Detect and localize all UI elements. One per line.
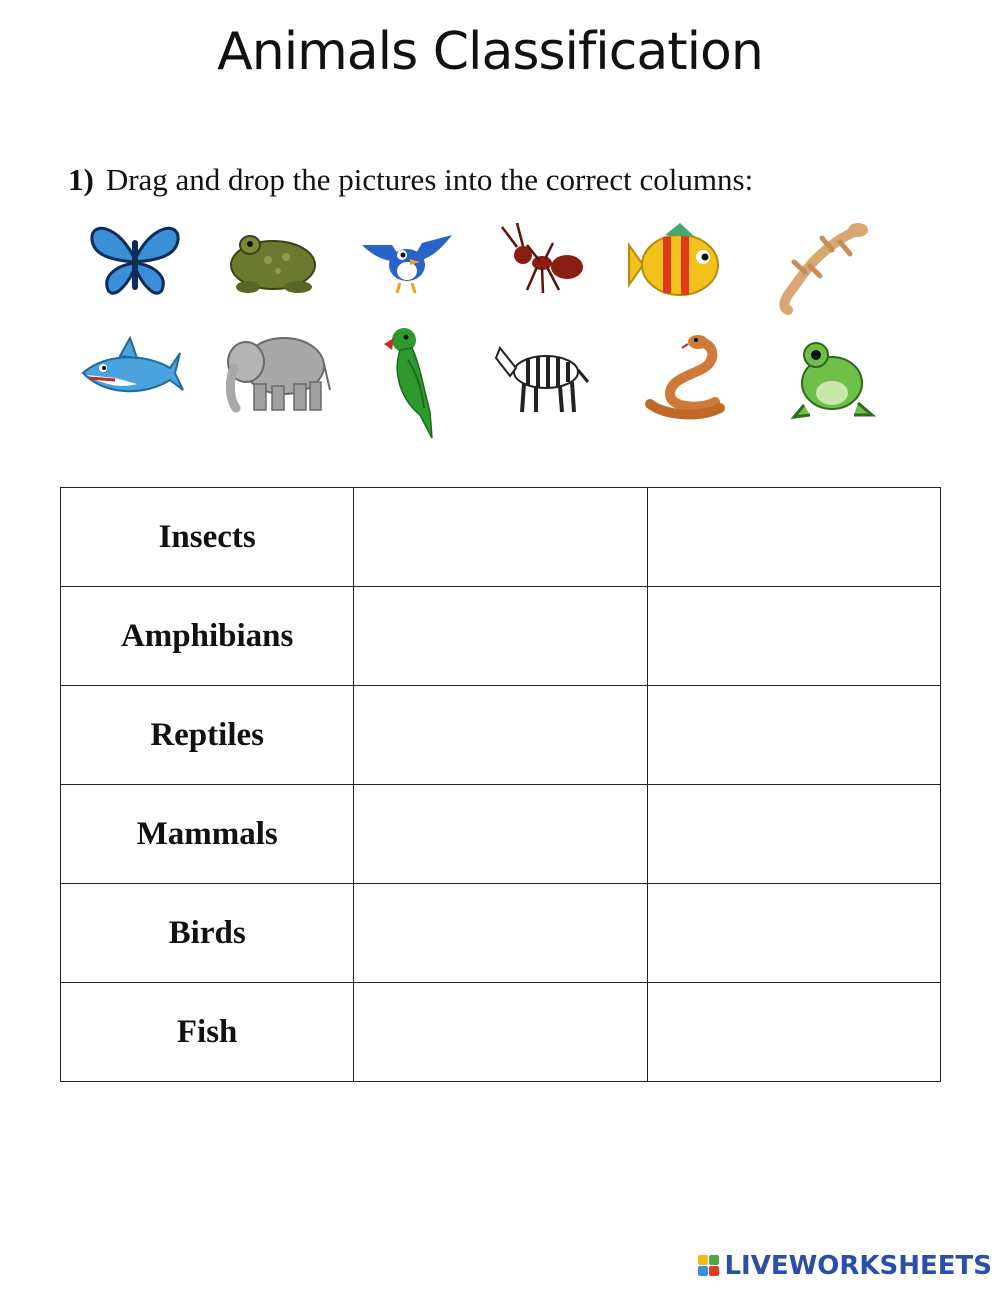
table-row (61, 686, 941, 785)
drop-zone[interactable] (647, 587, 940, 686)
instruction-number: 1) (68, 162, 94, 197)
logo-blocks-icon (698, 1255, 720, 1277)
brand-name: LIVEWORKSHEETS (724, 1251, 992, 1281)
ant-icon (487, 205, 597, 315)
toad-picture[interactable] (218, 205, 328, 315)
parrot-picture[interactable] (362, 320, 472, 442)
zebra-picture[interactable] (488, 320, 598, 430)
parrot-icon (362, 320, 472, 442)
elephant-picture[interactable] (222, 318, 332, 428)
shark-picture[interactable] (75, 318, 185, 428)
ant-picture[interactable] (487, 205, 597, 315)
butterfly-picture[interactable] (80, 205, 190, 315)
liveworksheets-logo (698, 1251, 992, 1281)
drop-zone[interactable] (354, 488, 647, 587)
table-row (61, 587, 941, 686)
butterfly-icon (80, 205, 190, 315)
category-label: Reptiles (61, 686, 354, 785)
category-label: Birds (61, 884, 354, 983)
drop-zone[interactable] (354, 884, 647, 983)
snake-icon (630, 322, 740, 432)
table-row (61, 488, 941, 587)
classification-table (60, 487, 941, 1082)
lizard-picture[interactable] (770, 210, 880, 320)
zebra-icon (488, 320, 598, 430)
drop-zone[interactable] (647, 686, 940, 785)
page-title: Animals Classification (217, 22, 763, 82)
drop-zone[interactable] (354, 785, 647, 884)
category-label: Amphibians (61, 587, 354, 686)
lizard-icon (770, 210, 880, 320)
table-row (61, 884, 941, 983)
instruction (68, 162, 753, 198)
bird-picture[interactable] (352, 205, 462, 315)
drop-zone[interactable] (647, 884, 940, 983)
snake-picture[interactable] (630, 322, 740, 432)
fish-icon (625, 205, 735, 315)
category-label: Fish (61, 983, 354, 1082)
shark-icon (75, 318, 185, 428)
bird-icon (352, 205, 462, 315)
drop-zone[interactable] (354, 587, 647, 686)
frog-icon (780, 325, 890, 435)
drop-zone[interactable] (354, 983, 647, 1082)
drop-zone[interactable] (647, 488, 940, 587)
table-row (61, 983, 941, 1082)
category-label: Insects (61, 488, 354, 587)
frog-picture[interactable] (780, 325, 890, 435)
category-label: Mammals (61, 785, 354, 884)
elephant-icon (222, 318, 332, 428)
toad-icon (218, 205, 328, 315)
drop-zone[interactable] (647, 983, 940, 1082)
fish-picture[interactable] (625, 205, 735, 315)
drop-zone[interactable] (647, 785, 940, 884)
drop-zone[interactable] (354, 686, 647, 785)
table-row (61, 785, 941, 884)
instruction-text: Drag and drop the pictures into the correct columns: (105, 162, 754, 197)
